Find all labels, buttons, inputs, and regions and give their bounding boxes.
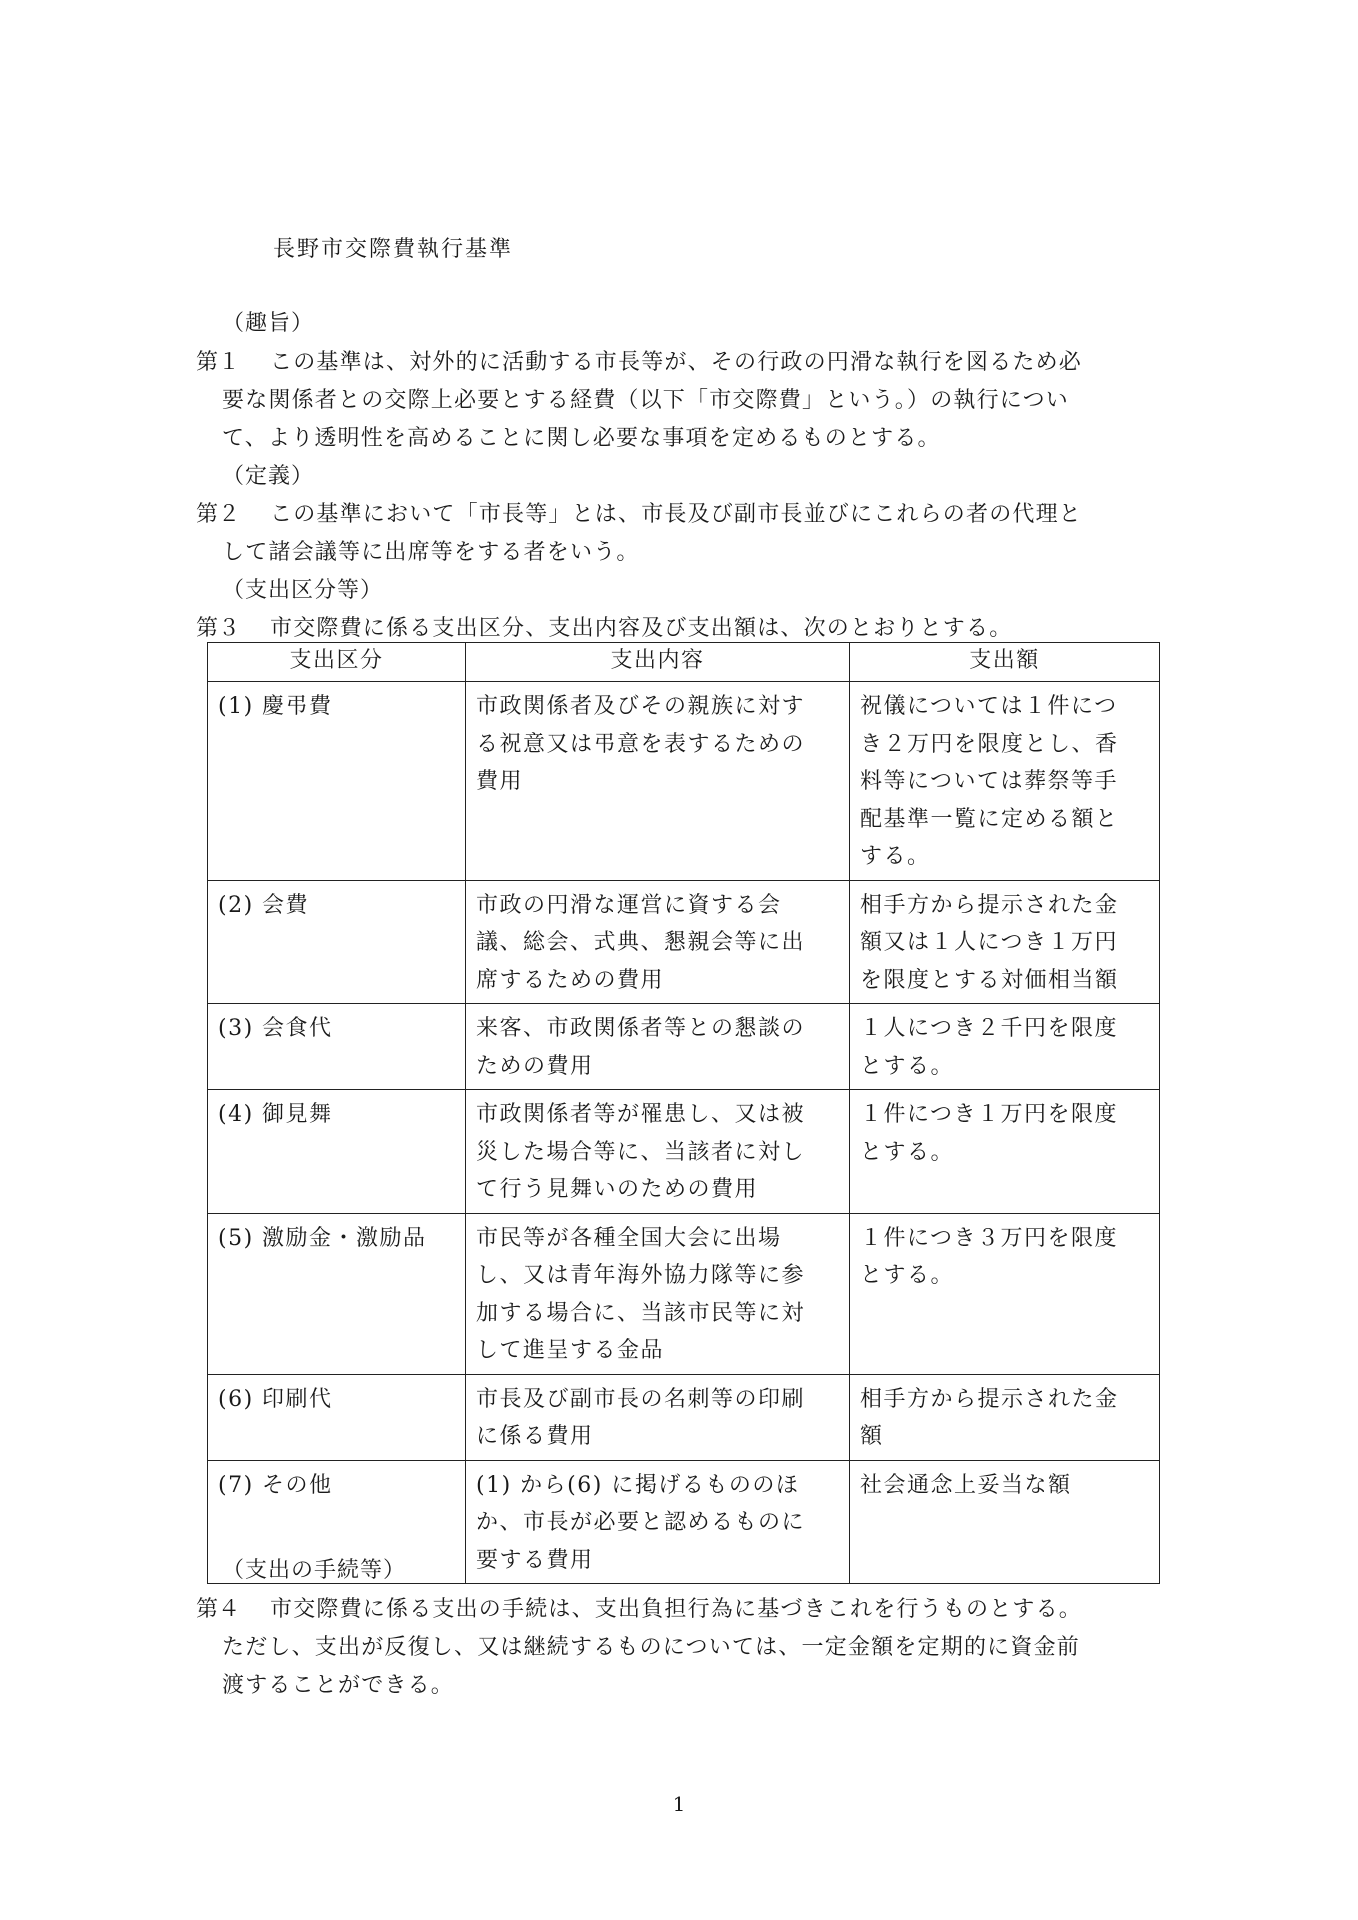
- table-row: [208, 880, 1160, 1004]
- amount-line: １件につき３万円を限度: [860, 1225, 1119, 1251]
- content-line: し、又は青年海外協力隊等に参: [476, 1263, 806, 1288]
- article-4-line-3: 渡することができる。: [222, 1673, 455, 1698]
- table-row: [208, 1004, 1160, 1090]
- category-cell: [208, 1374, 466, 1460]
- category-label: 御見舞: [262, 1102, 333, 1127]
- article-3-line-1: 市交際費に係る支出区分、支出内容及び支出額は、次のとおりとする。: [270, 616, 1013, 641]
- article-4-line-2: ただし、支出が反復し、又は継続するものについては、一定金額を定期的に資金前: [222, 1635, 1080, 1660]
- article-4-heading: （支出の手続等）: [222, 1558, 407, 1583]
- document-title: 長野市交際費執行基準: [273, 237, 514, 262]
- amount-cell: [850, 1213, 1160, 1374]
- category-cell: [208, 1090, 466, 1214]
- content-line: 市長及び副市長の名刺等の印刷: [476, 1386, 806, 1412]
- amount-line: とする。: [860, 1053, 955, 1079]
- article-1-number: 第１: [196, 350, 241, 375]
- category-number: (2): [218, 892, 254, 918]
- category-number: (6): [218, 1386, 254, 1412]
- content-line: 市政関係者等が罹患し、又は被: [476, 1102, 806, 1127]
- amount-line: 額又は１人につき１万円: [860, 930, 1119, 955]
- article-3-number: 第３: [196, 616, 241, 641]
- article-2-line-2: して諸会議等に出席等をする者をいう。: [222, 540, 640, 565]
- amount-cell: [850, 1460, 1160, 1584]
- content-cell: [466, 1460, 850, 1584]
- content-line: か、市長が必要と認めるものに: [476, 1510, 806, 1535]
- article-2-number: 第２: [196, 502, 241, 527]
- expenditure-table: [207, 642, 1160, 1584]
- content-line: ための費用: [476, 1053, 594, 1079]
- content-line: して進呈する金品: [476, 1338, 665, 1363]
- content-line: (1) から(6) に掲げるもののほ: [476, 1472, 800, 1498]
- category-number: (5): [218, 1225, 254, 1251]
- article-4-line-1: 市交際費に係る支出の手続は、支出負担行為に基づきこれを行うものとする。: [270, 1597, 1083, 1622]
- category-label: 印刷代: [262, 1386, 333, 1412]
- table-row: [208, 682, 1160, 881]
- category-cell: [208, 1213, 466, 1374]
- amount-cell: [850, 1004, 1160, 1090]
- content-line: 席するための費用: [476, 967, 665, 993]
- amount-line: 相手方から提示された金: [860, 1386, 1119, 1412]
- amount-line: 料等については葬祭等手: [860, 769, 1119, 794]
- content-line: 市政の円滑な運営に資する会: [476, 892, 782, 918]
- table-row: [208, 1213, 1160, 1374]
- content-line: 加する場合に、当該市民等に対: [476, 1300, 806, 1326]
- category-cell: [208, 880, 466, 1004]
- amount-cell: [850, 682, 1160, 881]
- table-row: [208, 1090, 1160, 1214]
- amount-line: を限度とする対価相当額: [860, 967, 1119, 993]
- article-2-heading: （定義）: [222, 464, 315, 489]
- content-line: 市民等が各種全国大会に出場: [476, 1225, 782, 1251]
- category-number: (7): [218, 1472, 254, 1498]
- amount-line: 配基準一覧に定める額と: [860, 806, 1119, 832]
- content-line: 来客、市政関係者等との懇談の: [476, 1016, 806, 1041]
- category-number: (4): [218, 1102, 254, 1127]
- category-label: 激励金・激励品: [262, 1225, 427, 1251]
- content-line: 費用: [476, 769, 524, 794]
- article-4-number: 第４: [196, 1597, 241, 1622]
- category-cell: [208, 1004, 466, 1090]
- amount-cell: [850, 1090, 1160, 1214]
- category-label: その他: [262, 1472, 333, 1498]
- amount-line: き２万円を限度とし、香: [860, 731, 1119, 757]
- category-cell: [208, 682, 466, 881]
- content-cell: [466, 1004, 850, 1090]
- column-header-category: 支出区分: [208, 643, 466, 682]
- category-label: 会食代: [262, 1016, 333, 1041]
- table-row: [208, 1374, 1160, 1460]
- content-line: に係る費用: [476, 1424, 594, 1449]
- article-1-heading: （趣旨）: [222, 311, 315, 336]
- content-line: 災した場合等に、当該者に対し: [476, 1139, 806, 1165]
- amount-line: 額: [860, 1424, 884, 1449]
- content-line: 議、総会、式典、懇親会等に出: [476, 930, 806, 955]
- amount-cell: [850, 880, 1160, 1004]
- amount-line: 社会通念上妥当な額: [860, 1472, 1072, 1498]
- content-line: る祝意又は弔意を表するための: [476, 731, 806, 757]
- article-1-line-2: 要な関係者との交際上必要とする経費（以下「市交際費」という。）の執行につい: [222, 388, 1069, 413]
- article-1-line-3: て、より透明性を高めることに関し必要な事項を定めるものとする。: [222, 426, 941, 451]
- amount-line: 相手方から提示された金: [860, 892, 1119, 918]
- content-cell: [466, 1374, 850, 1460]
- category-number: (1): [218, 694, 254, 719]
- content-line: 市政関係者及びその親族に対す: [476, 694, 806, 719]
- content-line: て行う見舞いのための費用: [476, 1177, 759, 1202]
- content-cell: [466, 880, 850, 1004]
- category-label: 慶弔費: [262, 694, 333, 719]
- content-line: 要する費用: [476, 1547, 594, 1573]
- article-1-line-1: この基準は、対外的に活動する市長等が、その行政の円滑な執行を図るため必: [270, 350, 1083, 375]
- article-2-line-1: この基準において「市長等」とは、市長及び副市長並びにこれらの者の代理と: [270, 502, 1083, 527]
- content-cell: [466, 1090, 850, 1214]
- content-cell: [466, 1213, 850, 1374]
- column-header-content: 支出内容: [466, 643, 850, 682]
- article-3-heading: （支出区分等）: [222, 578, 384, 603]
- amount-line: とする。: [860, 1263, 955, 1288]
- amount-line: とする。: [860, 1139, 955, 1165]
- content-cell: [466, 682, 850, 881]
- amount-line: する。: [860, 844, 931, 869]
- page-number: 1: [672, 1792, 686, 1816]
- amount-line: 祝儀については１件につ: [860, 694, 1118, 719]
- amount-line: １人につき２千円を限度: [860, 1016, 1119, 1041]
- amount-cell: [850, 1374, 1160, 1460]
- table-header-row: [208, 643, 1160, 682]
- category-label: 会費: [262, 892, 310, 918]
- column-header-amount: 支出額: [850, 643, 1160, 682]
- category-number: (3): [218, 1016, 254, 1041]
- amount-line: １件につき１万円を限度: [860, 1102, 1119, 1127]
